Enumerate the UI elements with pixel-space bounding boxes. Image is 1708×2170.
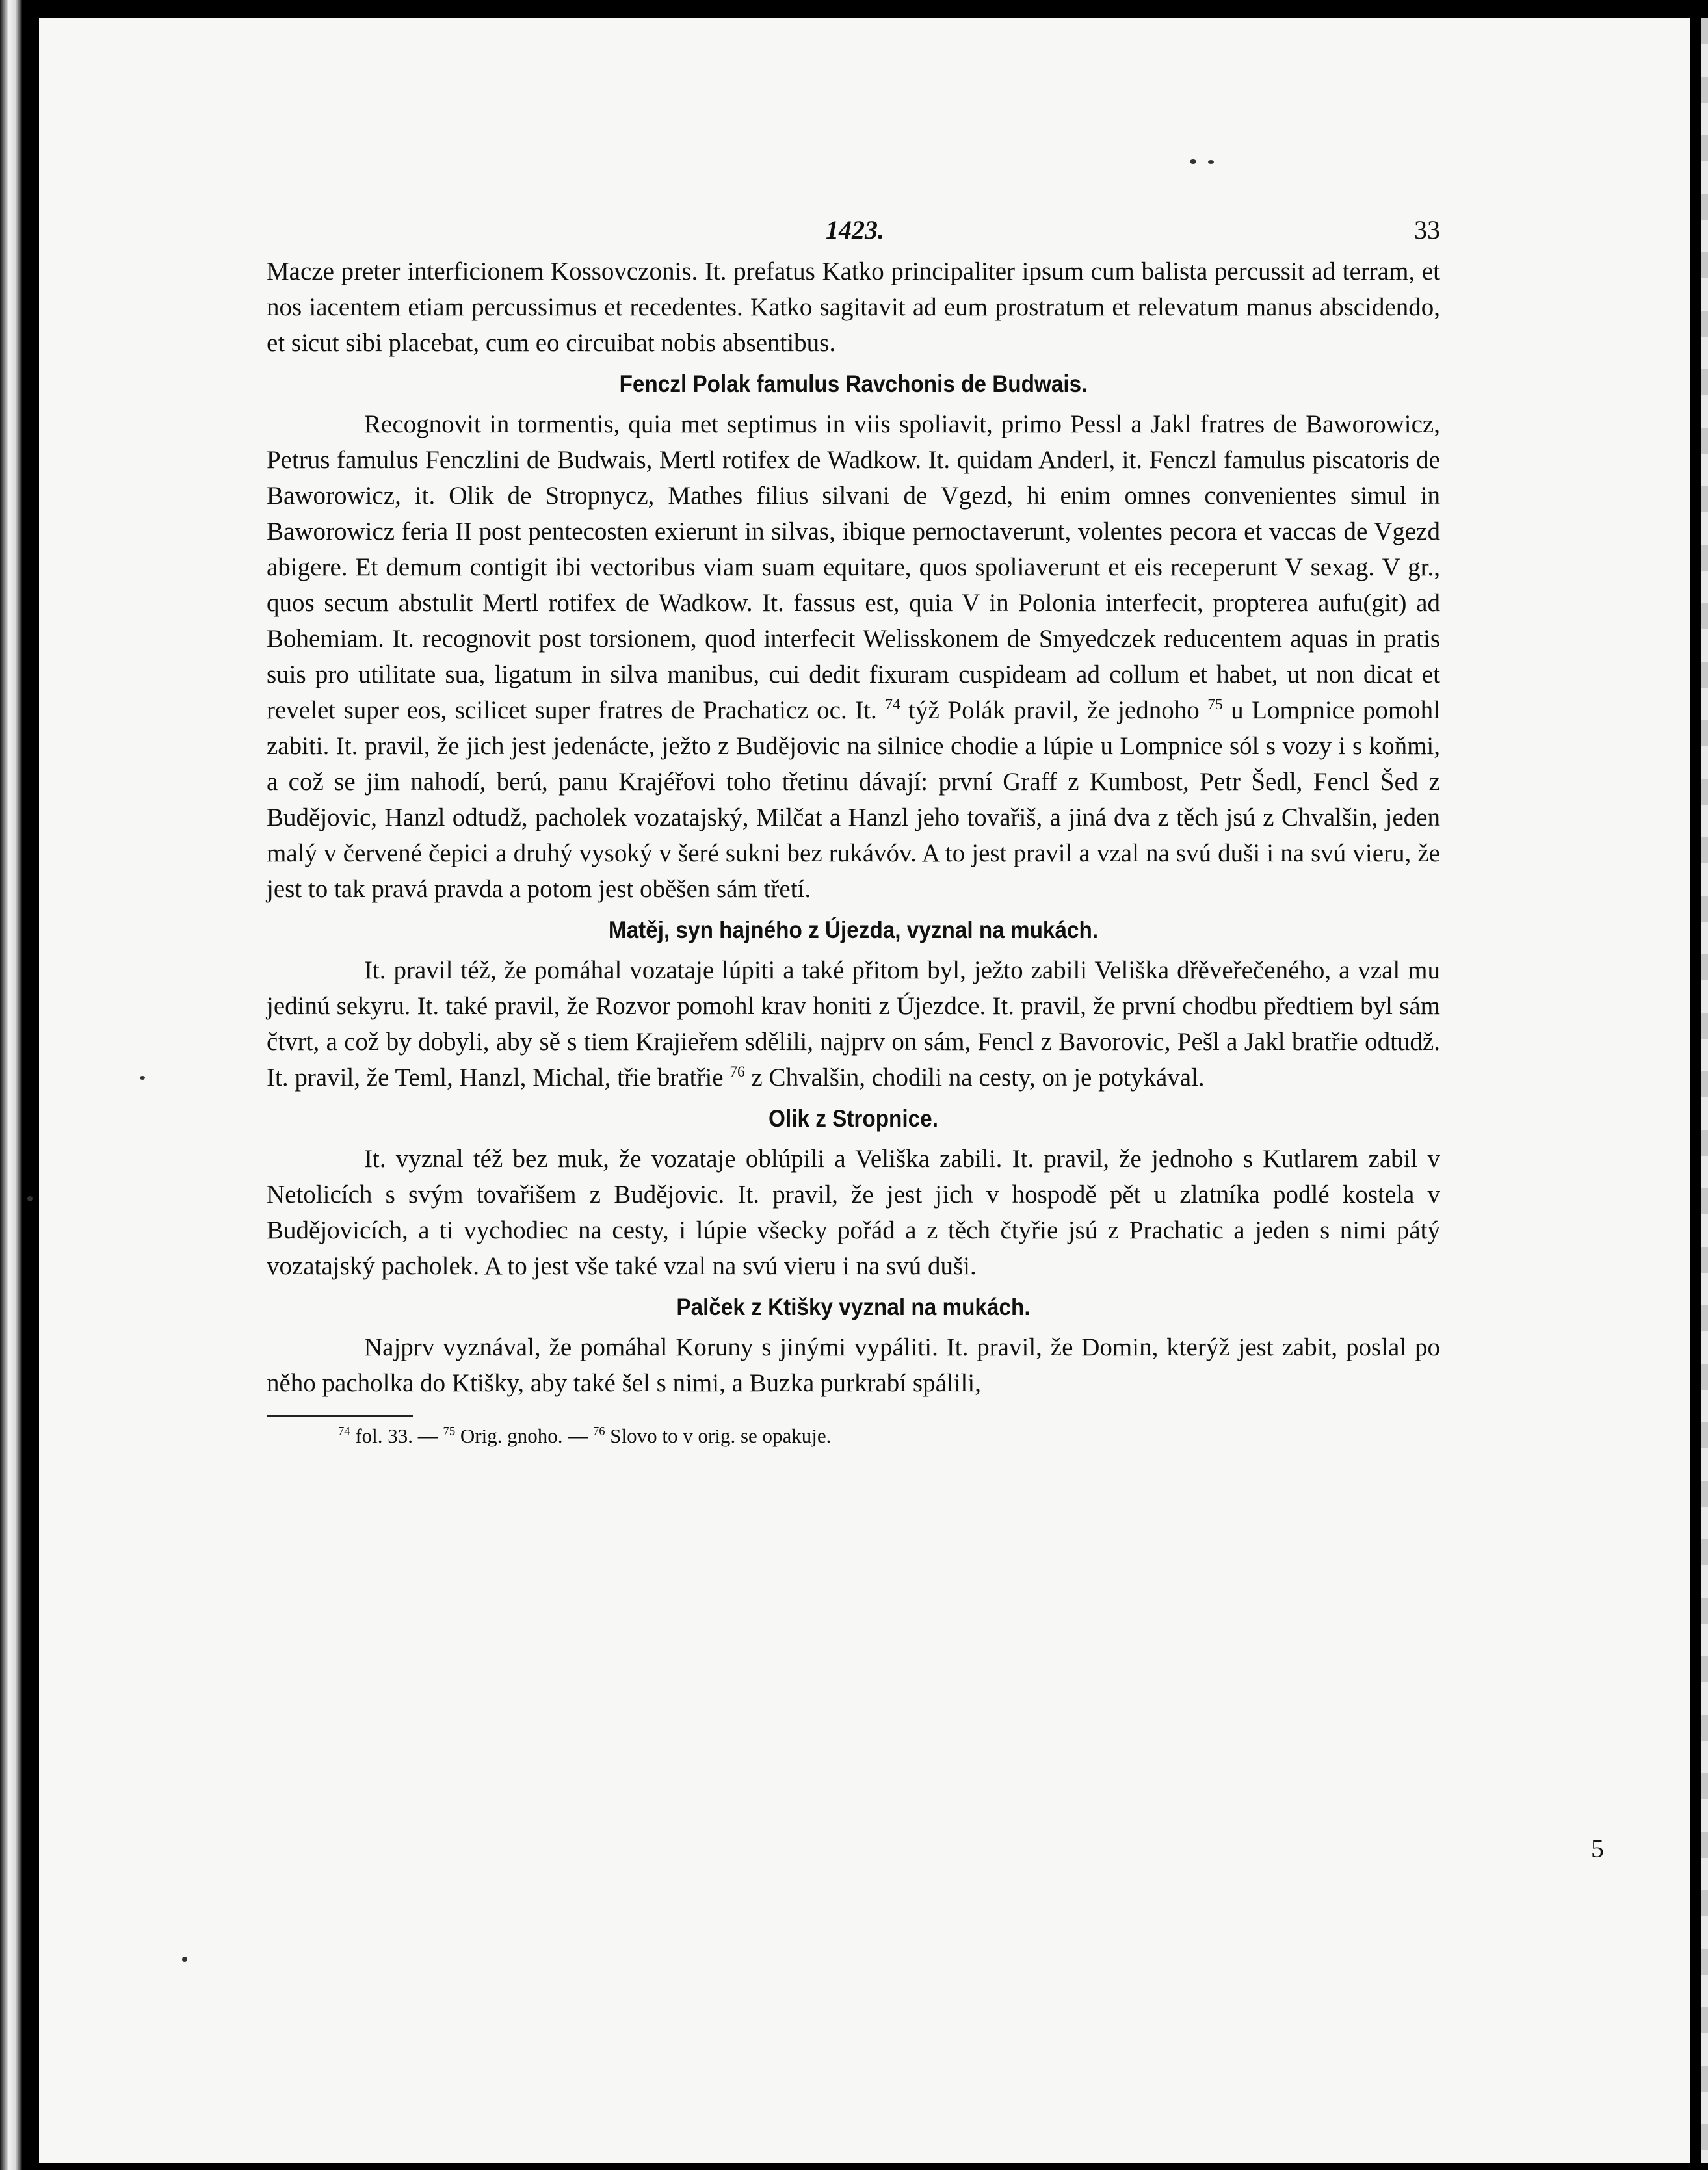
paragraph: Najprv vyznával, že pomáhal Koruny s jinými vypáliti. It. pravil, že Domin, kterýž jest zabit, poslal po něho pacholka do Ktišky, aby také šel s nimi, a Buzka purkrabí spálili, (267, 1333, 1440, 1397)
section-heading: Palček z Ktišky vyznal na mukách. (676, 1294, 1031, 1320)
section-heading: Olik z Stropnice. (769, 1105, 938, 1132)
right-page-edge (1701, 18, 1708, 2163)
footnotes (267, 1422, 1440, 1450)
dust-speck (140, 1076, 145, 1080)
dust-speck (1190, 159, 1196, 164)
document-page (267, 215, 1440, 1450)
section-heading: Fenczl Polak famulus Ravchonis de Budwais. (619, 371, 1088, 397)
dust-speck (27, 1196, 33, 1201)
footnote-mark: 76 (592, 1424, 605, 1439)
paragraph-text: Recognovit in tormentis, quia met septimus in viis spoliavit, primo Pessl a Jakl fratres de Baworowicz, Petrus famulus Fenczlini de Budwais, Mertl rotifex de Wadkow. It. quidam Anderl, it. Fenczl famulus piscatoris de Baworowicz, it. Olik de Stropnycz, Mathes filius silvani de Vgezd, hi enim omnes convenientes simul in Baworowicz feria II post pentecosten exierunt in silvas, ibique pernoctaverunt, volentes pecora et vaccas de Vgezd abigere. Et demum contigit ibi vectoribus viam suam equitare, quos spoliaverunt et eis receperunt V sexag. V gr., quos secum abstulit Mertl rotifex de Wadkow. It. fassus est, quia V in Polonia interfecit, propterea aufu(git) ad Bohemiam. It. recognovit post torsionem, quod interfecit Welisskonem de Smyedczek reducentem aquas in pratis suis pro utilitate sua, ligatum in silva manibus, cui dedit fixuram cuspideam ad collum et habet, ut non dicat et revelet super eos, scilicet super fratres de Prachaticz oc. It. (267, 410, 1440, 724)
binding-edge (0, 0, 22, 2170)
footnote-mark: 75 (443, 1424, 456, 1439)
section-heading: Matěj, syn hajného z Újezda, vyznal na mukách. (608, 917, 1099, 943)
footnote-ref: 76 (729, 1064, 745, 1080)
paragraph-text: z Chvalšin, chodili na cesty, on je potykával. (744, 1064, 1205, 1092)
paragraph: It. vyznal též bez muk, že vozataje oblúpili a Veliška zabili. It. pravil, že jednoho s Kutlarem zabil v Netolicích s svým tovařišem z Budějovic. It. pravil, že jest jich v hospodě pět u zlatníka podlé kostela v Budějovicích, a ti vychodiec na cesty, i lúpie všecky pořád a z těch čtyřie jsú z Prachatic a jeden s nimi pátý vozatajský pacholek. A to jest vše také vzal na svú vieru i na svú duši. (267, 1145, 1440, 1280)
footnote-rule (267, 1415, 413, 1417)
paragraph (267, 406, 1440, 907)
paragraph (267, 952, 1440, 1095)
footnote-text: Orig. gnoho. — (455, 1424, 593, 1447)
footnote-ref: 74 (885, 696, 900, 713)
footnote-mark: 74 (338, 1424, 350, 1439)
paragraph-text: týž Polák pravil, že jednoho (900, 696, 1200, 724)
dust-speck (182, 1957, 187, 1962)
footnote-text: Slovo to v orig. se opakuje. (605, 1424, 832, 1447)
paragraph-text: It. pravil též, že pomáhal vozataje lúpiti a také přitom byl, ježto zabili Veliška dřěveřečeného, a vzal mu jedinú sekyru. It. také pravil, že Rozvor pomohl krav honiti z Újezdce. It. pravil, že první chodbu předtiem byl sám čtvrt, a což by dobyli, aby sě s tiem Krajieřem sdělili, najprv on sám, Fencl z Bavorovic, Pešl a Jakl bratřie odtudž. It. pravil, že Teml, Hanzl, Michal, třie bratřie (267, 956, 1440, 1092)
footnote-ref: 75 (1207, 696, 1223, 713)
running-head-year: 1423. (826, 215, 884, 244)
page-number: 33 (1414, 215, 1440, 244)
footnote-text: fol. 33. — (350, 1424, 443, 1447)
running-head (267, 215, 1440, 254)
signature-mark: 5 (1591, 1834, 1604, 1863)
dust-speck (1208, 160, 1214, 164)
paragraph: Macze preter interficionem Kossovczonis. It. prefatus Katko principaliter ipsum cum balista percussit ad terram, et nos iacentem etiam percussimus et recedentes. Katko sagitavit ad eum prostratum et relevatum manus abscidendo, et sicut sibi placebat, cum eo circuibat nobis absentibus. (267, 257, 1440, 357)
paragraph-text: u Lompnice pomohl zabiti. It. pravil, že jich jest jedenácte, ježto z Budějovic na silnice chodie a lúpie u Lompnice sól s vozy i s koňmi, a což se jim nahodí, berú, panu Krajéřovi toho třetinu dávají: první Graff z Kumbost, Petr Šedl, Fencl Šed z Budějovic, Hanzl odtudž, pacholek vozatajský, Milčat a Hanzl jeho tovařiš, a jiná dva z těch jsú z Chvalšin, jeden malý v červené čepici a druhý vysoký v šeré sukni bez rukávóv. A to jest pravil a vzal na svú duši i na svú vieru, že jest to tak pravá pravda a potom jest oběšen sám třetí. (267, 696, 1440, 903)
